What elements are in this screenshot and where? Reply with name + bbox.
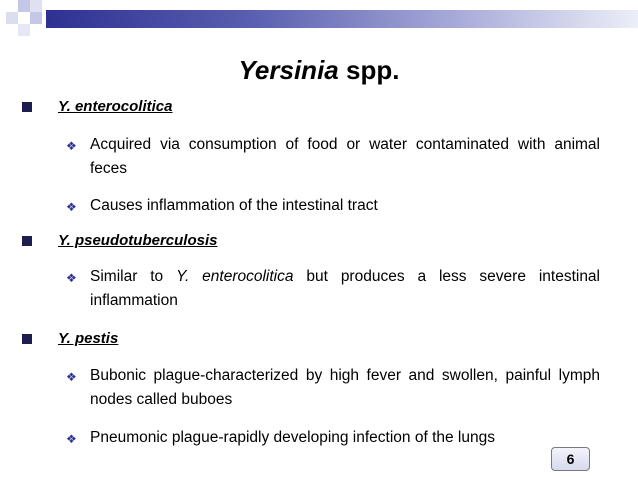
section-label: Y. pestis: [58, 330, 119, 347]
section-label: Y. pseudotuberculosis: [58, 232, 218, 249]
list-item-text: Causes inflammation of the intestinal tract: [90, 197, 378, 214]
list-item: [66, 133, 600, 181]
list-item-text: Similar to Y. enterocolitica but produces a less severe intestinal inflammation: [90, 268, 600, 309]
list-item: [66, 194, 600, 218]
list-item: [66, 364, 600, 412]
square-bullet-icon: [22, 334, 32, 344]
title-suffix: spp.: [338, 55, 400, 85]
diamond-bullet-icon: ❖: [66, 200, 77, 214]
slide-title: [0, 53, 638, 87]
diamond-bullet-icon: ❖: [66, 139, 77, 153]
diamond-bullet-icon: ❖: [66, 370, 77, 384]
square-bullet-icon: [22, 102, 32, 112]
title-genus: Yersinia: [238, 55, 339, 85]
section-label: Y. enterocolitica: [58, 98, 173, 115]
list-item-text: Acquired via consumption of food or water contaminated with animal feces: [90, 136, 600, 177]
list-item-text: Pneumonic plague-rapidly developing infection of the lungs: [90, 429, 495, 446]
list-item-text: Bubonic plague-characterized by high fever and swollen, painful lymph nodes called buboes: [90, 367, 600, 408]
square-bullet-icon: [22, 236, 32, 246]
list-item: [66, 426, 600, 450]
diamond-bullet-icon: ❖: [66, 432, 77, 446]
header-gradient-band: [46, 10, 638, 28]
page-number-badge: 6: [551, 447, 590, 471]
list-item: [66, 265, 600, 313]
diamond-bullet-icon: ❖: [66, 271, 77, 285]
